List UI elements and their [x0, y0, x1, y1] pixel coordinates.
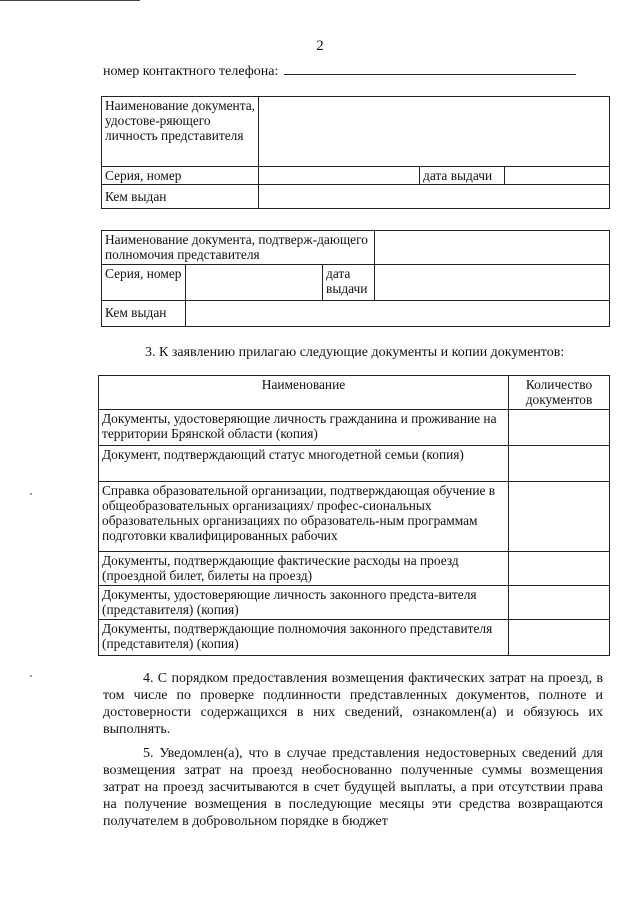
doc-row-name: Документ, подтверждающий статус многодетной семьи (копия) — [99, 446, 509, 482]
doc-row-name: Документы, удостоверяющие личность законного предста-вителя (представителя) (копия) — [99, 586, 509, 620]
authority-doc-label: Наименование документа, подтверж-дающего полномочия представителя — [102, 231, 375, 265]
doc-name-label: Наименование документа, удостове-ряющего личность представителя — [102, 97, 259, 167]
doc-row-name: Справка образовательной организации, подтверждающая обучение в общеобразовательных организациях/ профес-сиональных образовательных организациях по образователь-ным программам подготовки квалифицированных рабочих — [99, 482, 509, 552]
phone-line — [103, 62, 576, 80]
top-edge-line — [0, 0, 140, 5]
authority-issued-by-label: Кем выдан — [102, 301, 186, 327]
attached-docs-table — [98, 375, 610, 656]
doc-row-count[interactable] — [509, 410, 610, 446]
doc-name-field[interactable] — [259, 97, 610, 167]
issued-by-field[interactable] — [259, 185, 610, 209]
phone-field[interactable] — [284, 62, 576, 75]
doc-row-count[interactable] — [509, 552, 610, 586]
doc-row-count[interactable] — [509, 586, 610, 620]
authority-date-field[interactable] — [375, 265, 610, 301]
page-number: 2 — [316, 38, 324, 54]
doc-row-name: Документы, удостоверяющие личность гражданина и проживание на территории Брянской области (копия) — [99, 410, 509, 446]
section3-intro: 3. К заявлению прилагаю следующие документы и копии документов: — [145, 345, 565, 360]
authority-date-label: дата выдачи — [323, 265, 375, 301]
doc-row-name: Документы, подтверждающие полномочия законного представителя (представителя) (копия) — [99, 620, 509, 656]
phone-label: номер контактного телефона: — [103, 64, 279, 79]
authority-series-field[interactable] — [186, 265, 323, 301]
issued-by-label: Кем выдан — [102, 185, 259, 209]
authority-doc-table — [101, 230, 610, 327]
doc-row-count[interactable] — [509, 482, 610, 552]
paragraph-5: 5. Уведомлен(а), что в случае представления недостоверных сведений для возмещения затрат на проезд необоснованно полученные суммы возмещения затрат на проезд засчитываются в счет будущей выплаты, а при отсутствии права на получение возмещения в последующие месяцы эти средства возвращаются получателем в добровольном порядке в бюджет — [103, 746, 603, 829]
representative-id-table — [101, 96, 610, 209]
doc-row-count[interactable] — [509, 620, 610, 656]
series-label: Серия, номер — [102, 167, 259, 185]
doc-row-count[interactable] — [509, 446, 610, 482]
authority-issued-by-field[interactable] — [186, 301, 610, 327]
issue-date-label: дата выдачи — [420, 167, 505, 185]
scan-dot — [30, 675, 32, 677]
doc-row-name: Документы, подтверждающие фактические расходы на проезд (проездной билет, билеты на проезд) — [99, 552, 509, 586]
header-name: Наименование — [99, 376, 509, 410]
series-field[interactable] — [259, 167, 420, 185]
paragraph-4: 4. С порядком предоставления возмещения фактических затрат на проезд, в том числе по проверке подлинности представленных документов, полноте и достоверности содержащихся в них сведений, ознакомлен(а) и обязуюсь их выполнять. — [103, 671, 603, 737]
authority-doc-field[interactable] — [375, 231, 610, 265]
scan-dot — [30, 493, 32, 495]
issue-date-field[interactable] — [505, 167, 610, 185]
header-count: Количество документов — [509, 376, 610, 410]
authority-series-label: Серия, номер — [102, 265, 186, 301]
